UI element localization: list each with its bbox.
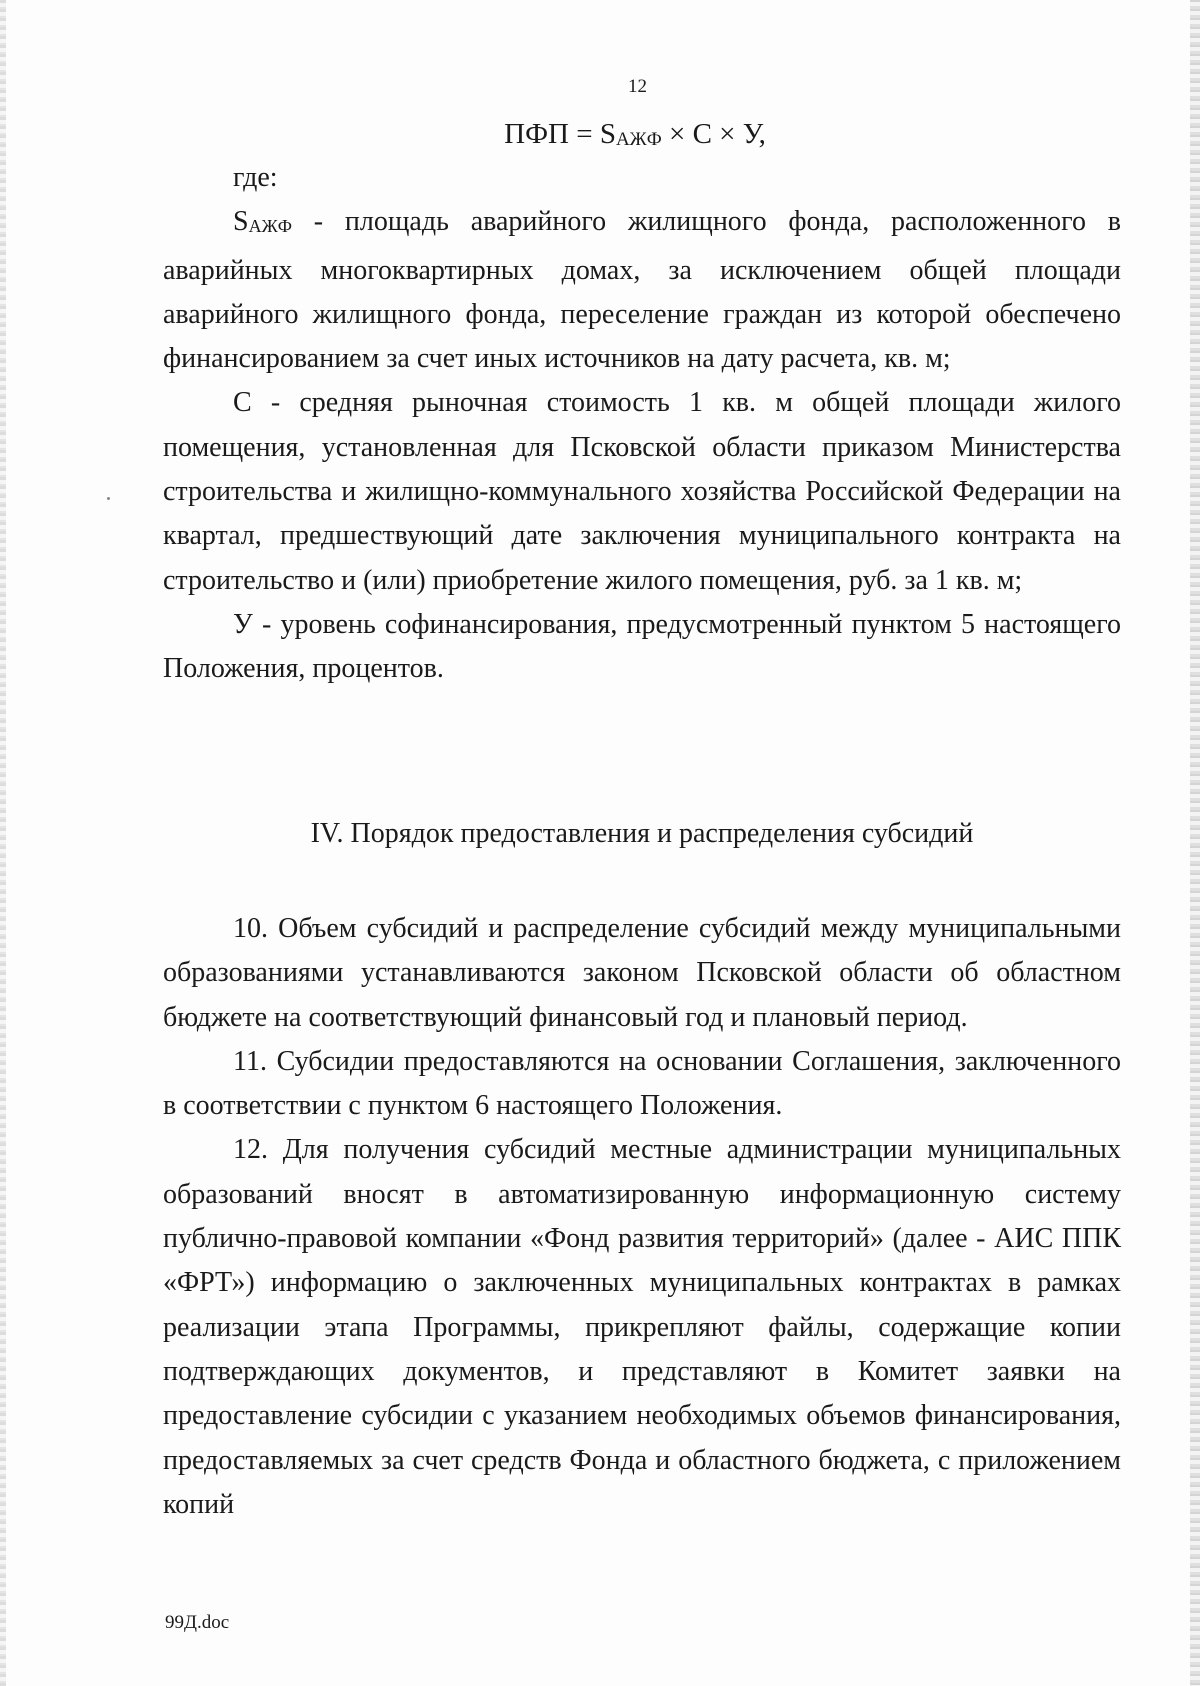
section-heading: IV. Порядок предоставления и распределения субсидий [310, 818, 974, 849]
formula-subscript: АЖФ [615, 129, 662, 150]
paragraph-10: 10. Объем субсидий и распределение субсидий между муниципальными образованиями устанавливаются законом Псковской области об областном бюджете на соответствующий финансовый год и плановый период. [163, 913, 1121, 1033]
where-label: где: [233, 162, 278, 193]
scan-edge-left [0, 0, 6, 1686]
definition-s [163, 200, 1121, 381]
definition-s-symbol: S [233, 206, 249, 238]
scan-edge-right [1190, 0, 1200, 1686]
section-body [163, 907, 1121, 1527]
definition-u: У - уровень софинансирования, предусмотренный пунктом 5 настоящего Положения, процентов. [163, 608, 1121, 685]
formula-right: × С × У, [661, 118, 766, 150]
formula-left: ПФП = S [504, 118, 616, 150]
definitions-block [163, 156, 1121, 692]
page-number: 12 [628, 76, 647, 97]
definition-s-text: - площадь аварийного жилищного фонда, расположенного в аварийных многоквартирных домах, за исключением общей площади аварийного жилищного фонда, переселение граждан из которой обеспечено финансированием за счет иных источников на дату расчета, кв. м; [163, 206, 1121, 375]
definition-s-subscript: АЖФ [248, 216, 292, 237]
formula [0, 118, 1200, 151]
footer-filename: 99Д.doc [165, 1612, 230, 1633]
paragraph-12: 12. Для получения субсидий местные администрации муниципальных образований вносят в автоматизированную информационную систему публично-правовой компании «Фонд развития территорий» (далее - АИС ППК «ФРТ») информацию о заключенных муниципальных контрактах в рамках реализации этапа Программы, прикрепляют файлы, содержащие копии подтверждающих документов, и представляют в Комитет заявки на предоставление субсидии с указанием необходимых объемов финансирования, предоставляемых за счет средств Фонда и областного бюджета, с приложением копий [163, 1134, 1121, 1520]
paragraph-11: 11. Субсидии предоставляются на основании Соглашения, заключенного в соответствии с пунктом 6 настоящего Положения. [163, 1045, 1121, 1122]
definition-c: С - средняя рыночная стоимость 1 кв. м общей площади жилого помещения, установленная для Псковской области приказом Министерства строительства и жилищно-коммунального хозяйства Российской Федерации на квартал, предшествующий дате заключения муниципального контракта на строительство и (или) приобретение жилого помещения, руб. за 1 кв. м; [163, 387, 1121, 596]
scan-speck [107, 497, 110, 500]
